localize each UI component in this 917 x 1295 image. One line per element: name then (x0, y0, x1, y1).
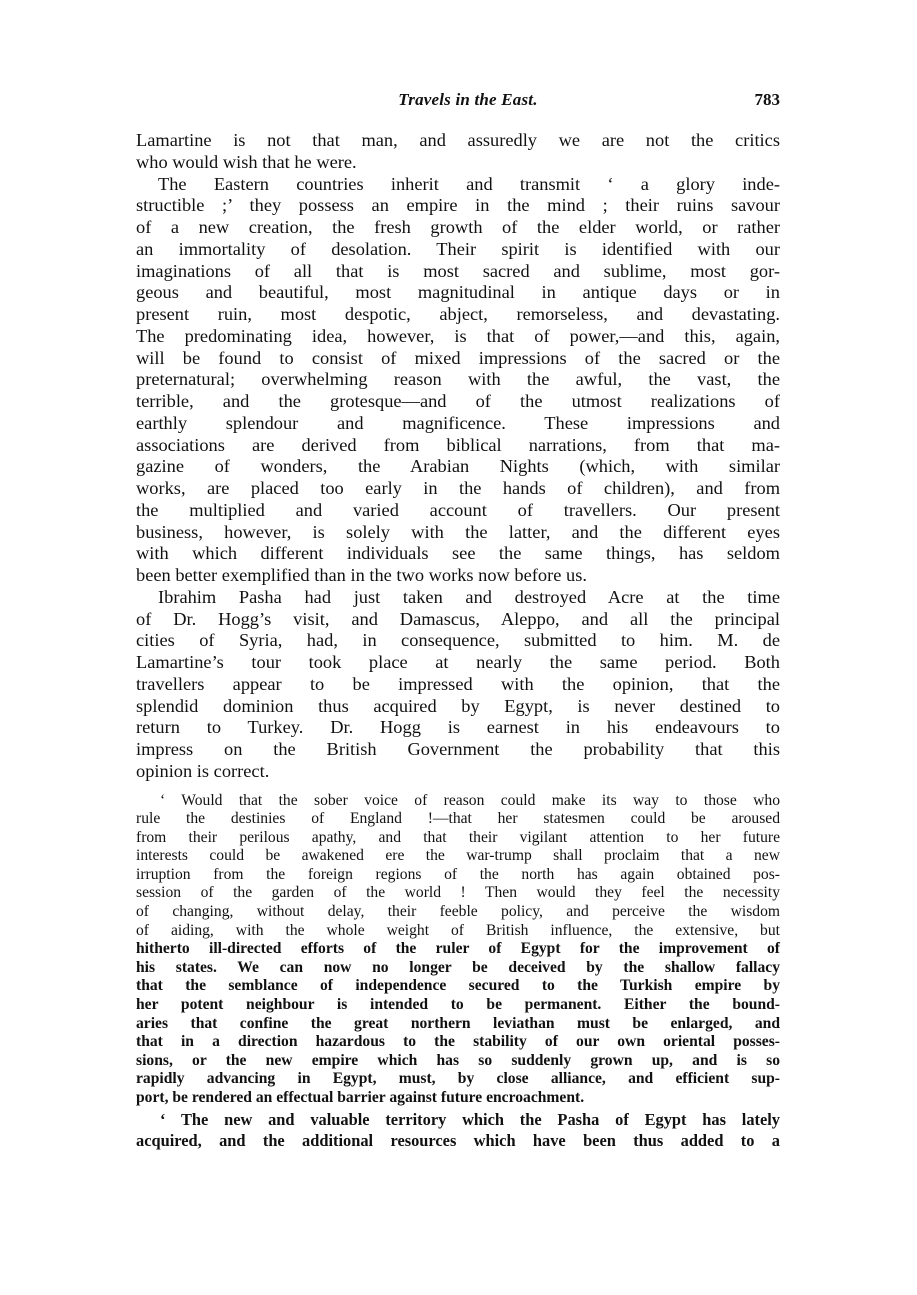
block-quote-england (136, 792, 780, 1108)
paragraph-eastern-countries (136, 174, 780, 587)
quote-line: irruption from the foreign regions of the north has again obtained pos- (136, 865, 780, 883)
quote-line: hitherto ill-directed efforts of the ruler of Egypt for the improvement of (136, 940, 780, 958)
text-line: associations are derived from biblical narrations, from that ma- (136, 434, 780, 455)
text-line: terrible, and the grotesque—and of the utmost realizations of (136, 391, 780, 411)
paragraph-ibrahim-pasha (136, 587, 780, 783)
text-line: of a new creation, the fresh growth of the elder world, or rather (136, 217, 780, 237)
text-line: Lamartine is not that man, and assuredly we are not the critics (136, 130, 780, 150)
quote-line: rule the destinies of England !—that her statesmen could be aroused (136, 810, 780, 828)
text-line: return to Turkey. Dr. Hogg is earnest in his endeavours to (136, 717, 780, 738)
quote-line: from their perilous apathy, and that their vigilant attention to her future (136, 828, 780, 846)
quote-line: of changing, without delay, their feeble policy, and perceive the wisdom (136, 903, 780, 921)
paragraph-continuation (136, 130, 780, 174)
text-line: opinion is correct. (136, 760, 270, 781)
text-line: with which different individuals see the same things, has seldom (136, 543, 780, 564)
body-text (136, 130, 780, 783)
text-line: the multiplied and varied account of travellers. Our present (136, 499, 780, 520)
text-line: business, however, is solely with the latter, and the different eyes (136, 521, 780, 542)
block-quote-territory (136, 1109, 780, 1151)
text-line: who would wish that he were. (136, 151, 357, 172)
quote-line: acquired, and the additional resources which have been thus added to a (136, 1130, 780, 1150)
text-line: imaginations of all that is most sacred and sublime, most gor- (136, 260, 780, 281)
quote-line: ‘ The new and valuable territory which the Pasha of Egypt has lately (160, 1109, 780, 1129)
text-line: splendid dominion thus acquired by Egypt, is never destined to (136, 695, 780, 716)
quote-line: of aiding, with the whole weight of British influence, the extensive, but (136, 921, 780, 939)
quote-line: sions, or the new empire which has so suddenly grown up, and is so (136, 1051, 780, 1069)
quote-line: his states. We can now no longer be deceived by the shallow fallacy (136, 958, 780, 976)
text-line: travellers appear to be impressed with the opinion, that the (136, 673, 780, 694)
text-line: an immortality of desolation. Their spirit is identified with our (136, 238, 780, 259)
text-line: structible ;’ they possess an empire in the mind ; their ruins savour (136, 195, 780, 216)
text-line: Ibrahim Pasha had just taken and destroyed Acre at the time (158, 586, 780, 607)
text-line: The predominating idea, however, is that of power,—and this, again, (136, 325, 780, 346)
text-line: geous and beautiful, most magnitudinal in antique days or in (136, 282, 780, 303)
text-line: earthly splendour and magnificence. These impressions and (136, 412, 780, 433)
text-line: works, are placed too early in the hands of children), and from (136, 478, 780, 498)
quote-line: port, be rendered an effectual barrier against future encroachment. (136, 1089, 585, 1106)
running-head (136, 90, 780, 116)
text-line: will be found to consist of mixed impressions of the sacred or the (136, 347, 780, 368)
running-title: Travels in the East. (398, 90, 538, 109)
page-number: 783 (754, 90, 780, 109)
quote-line: rapidly advancing in Egypt, must, by close alliance, and efficient sup- (136, 1070, 780, 1088)
text-line: been better exemplified than in the two works now before us. (136, 565, 587, 585)
text-line: present ruin, most despotic, abject, remorseless, and devastating. (136, 304, 780, 324)
quote-line: that in a direction hazardous to the stability of our own oriental posses- (136, 1033, 780, 1051)
text-line: preternatural; overwhelming reason with the awful, the vast, the (136, 369, 780, 390)
text-line: Lamartine’s tour took place at nearly the same period. Both (136, 652, 780, 672)
text-line: The Eastern countries inherit and transmit ‘ a glory inde- (158, 173, 780, 194)
quote-line: that the semblance of independence secured to the Turkish empire by (136, 977, 780, 995)
document-page (136, 90, 780, 1151)
quote-line: aries that confine the great northern leviathan must be enlarged, and (136, 1014, 780, 1032)
quote-line: ‘ Would that the sober voice of reason could make its way to those who (160, 791, 780, 809)
quote-line: interests could be awakened ere the war-trump shall proclaim that a new (136, 847, 780, 865)
text-line: impress on the British Government the probability that this (136, 739, 780, 759)
text-line: gazine of wonders, the Arabian Nights (which, with similar (136, 456, 780, 477)
text-line: cities of Syria, had, in consequence, submitted to him. M. de (136, 630, 780, 651)
quote-line: her potent neighbour is intended to be permanent. Either the bound- (136, 996, 780, 1014)
quote-line: session of the garden of the world ! Then would they feel the necessity (136, 884, 780, 902)
text-line: of Dr. Hogg’s visit, and Damascus, Aleppo, and all the principal (136, 608, 780, 629)
